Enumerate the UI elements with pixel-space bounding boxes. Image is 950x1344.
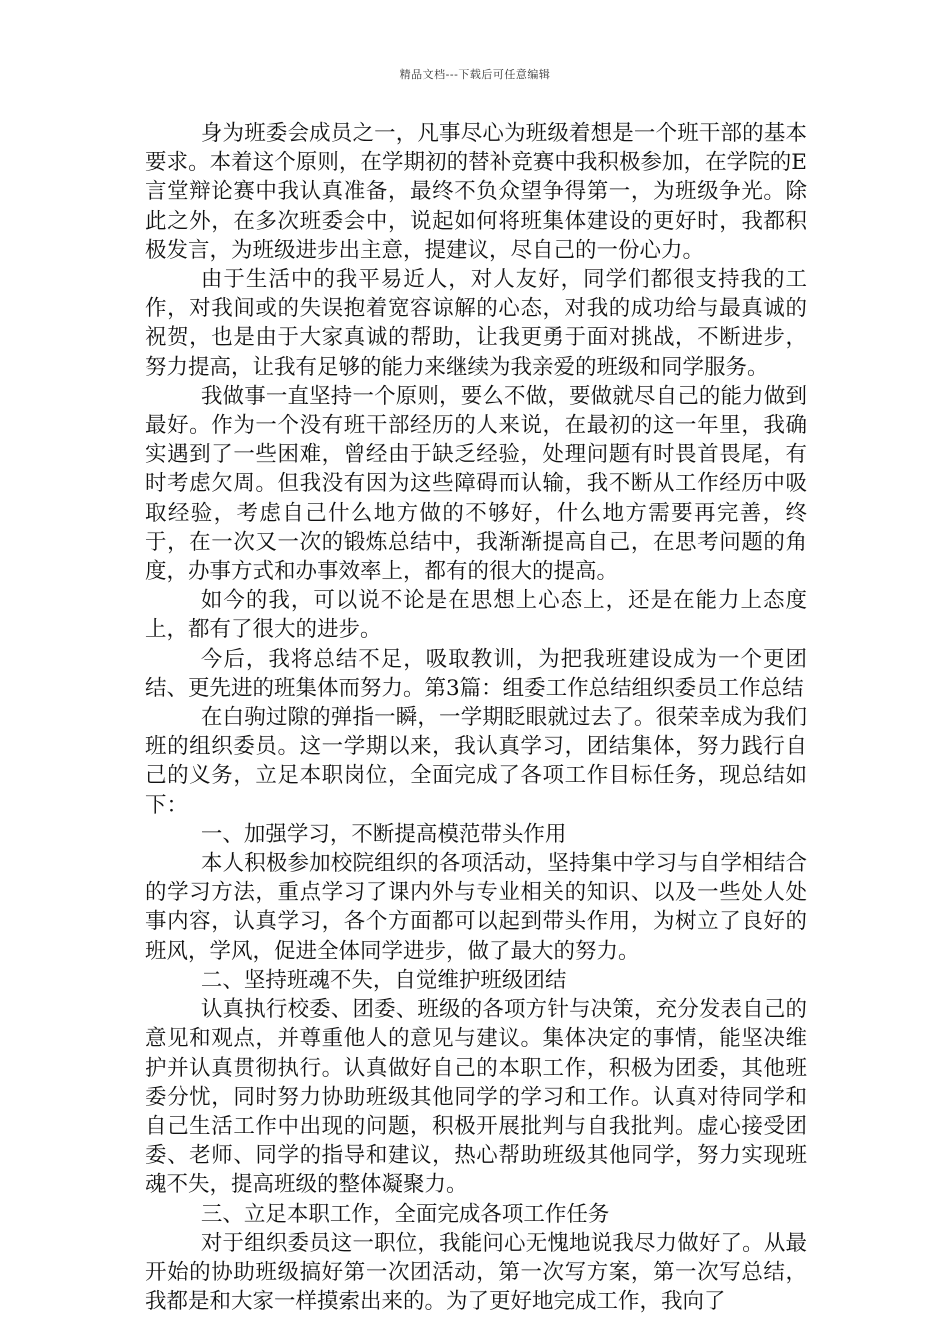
paragraph: 如今的我，可以说不论是在思想上心态上，还是在能力上态度上，都有了很大的进步。 [145,588,807,643]
paragraph: 今后，我将总结不足，吸取教训，为把我班建设成为一个更团结、更先进的班集体而努力。第3篇：组委工作总结组织委员工作总结 [145,646,807,701]
paragraph: 我做事一直坚持一个原则，要么不做，要做就尽自己的能力做到最好。作为一个没有班干部经历的人来说，在最初的这一年里，我确实遇到了一些困难，曾经由于缺乏经验，处理问题有时畏首畏尾，有时考虑欠周。但我没有因为这些障碍而认输，我不断从工作经历中吸取经验，考虑自己什么地方做的不够好，什么地方需要再完善，终于，在一次又一次的锻炼总结中，我渐渐提高自己，在思考问题的角度，办事方式和办事效率上，都有的很大的提高。 [145,383,807,585]
section-heading: 一、加强学习，不断提高模范带头作用 [200,821,567,847]
paragraph: 由于生活中的我平易近人，对人友好，同学们都很支持我的工作，对我间或的失误抱着宽容谅解的心态，对我的成功给与最真诚的祝贺，也是由于大家真诚的帮助，让我更勇于面对挑战，不断进步，努力提高，让我有足够的能力来继续为我亲爱的班级和同学服务。 [145,267,807,380]
paragraph: 对于组织委员这一职位，我能问心无愧地说我尽力做好了。从最开始的协助班级搞好第一次团活动，第一次写方案，第一次写总结，我都是和大家一样摸索出来的。为了更好地完成工作，我向了 [145,1230,807,1315]
page-header: 精品文档---下载后可任意编辑 [399,68,551,81]
paragraph: 身为班委会成员之一，凡事尽心为班级着想是一个班干部的基本要求。本着这个原则，在学期初的替补竞赛中我积极参加，在学院的E言堂辩论赛中我认真准备，最终不负众望争得第一，为班级争光。除此之外，在多次班委会中，说起如何将班集体建设的更好时，我都积极发言，为班级进步出主意，提建议，尽自己的一份心力。 [145,121,807,263]
document-body [145,119,807,1316]
section-heading: 二、坚持班魂不失，自觉维护班级团结 [200,967,567,993]
paragraph: 本人积极参加校院组织的各项活动，坚持集中学习与自学相结合的学习方法，重点学习了课内外与专业相关的知识、以及一些处人处事内容，认真学习，各个方面都可以起到带头作用，为树立了良好的班风，学风，促进全体同学进步，做了最大的努力。 [145,851,807,964]
section-heading: 三、立足本职工作，全面完成各项工作任务 [200,1201,610,1227]
paragraph: 认真执行校委、团委、班级的各项方针与决策，充分发表自己的意见和观点，并尊重他人的意见与建议。集体决定的事情，能坚决维护并认真贯彻执行。认真做好自己的本职工作，积极为团委，其他班委分忧，同时努力协助班级其他同学的学习和工作。认真对待同学和自己生活工作中出现的问题，积极开展批判与自我批判。虚心接受团委、老师、同学的指导和建议，热心帮助班级其他同学，努力实现班魂不失，提高班级的整体凝聚力。 [145,997,807,1198]
paragraph: 在白驹过隙的弹指一瞬，一学期眨眼就过去了。很荣幸成为我们班的组织委员。这一学期以来，我认真学习，团结集体，努力践行自己的义务，立足本职岗位，全面完成了各项工作目标任务，现总结如下： [145,705,807,818]
